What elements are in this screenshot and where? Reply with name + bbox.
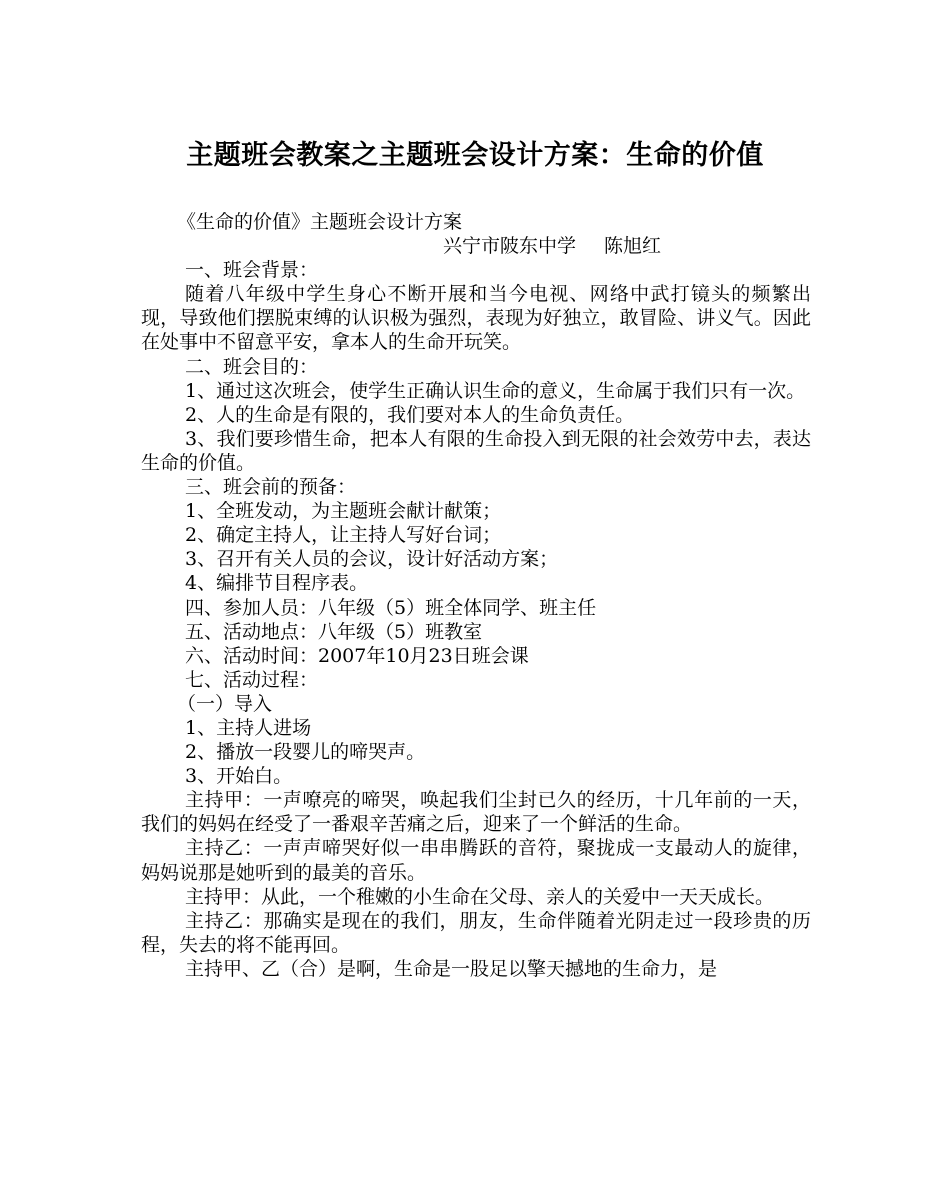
paragraph: 3、召开有关人员的会议，设计好活动方案； [185,548,559,571]
paragraph: 1、通过这次班会，使学生正确认识生命的意义，生命属于我们只有一次。 [185,379,806,402]
paragraph: 六、活动时间：2007年10月23日班会课 [185,644,529,667]
paragraph: 主持甲、乙（合）是啊，生命是一股足以擎天撼地的生命力，是 [185,957,718,980]
paragraph: 3、开始白。 [185,765,293,788]
paragraph: 七、活动过程： [185,668,319,691]
paragraph: 主持甲：一声嘹亮的啼哭，唤起我们尘封已久的经历，十几年前的一天，我们的妈妈在经受了一番艰辛苦痛之后，迎来了一个鲜活的生命。 [141,789,811,836]
paragraph: 1、主持人进场 [185,716,312,739]
paragraph: 3、我们要珍惜生命，把本人有限的生命投入到无限的社会效劳中去，表达生命的价值。 [141,427,811,474]
paragraph: 主持甲：从此，一个稚嫩的小生命在父母、亲人的关爱中一天天成长。 [185,885,775,908]
paragraph: 4、编排节目程序表。 [185,572,369,595]
byline [141,234,811,258]
subtitle: 《生命的价值》主题班会设计方案 [177,211,463,233]
paragraph: 主持乙：那确实是现在的我们，朋友，生命伴随着光阴走过一段珍贵的历程，失去的将不能再回。 [141,909,811,956]
paragraph: 四、参加人员：八年级（5）班全体同学、班主任 [185,596,597,619]
paragraph: 二、班会目的： [185,355,319,378]
paragraph: （一）导入 [177,692,273,715]
paragraph: 三、班会前的预备： [185,476,357,499]
paragraph: 一、班会背景： [185,259,319,282]
paragraph: 随着八年级中学生身心不断开展和当今电视、网络中武打镜头的频繁出现，导致他们摆脱束缚的认识极为强烈，表现为好独立，敢冒险、讲义气。因此在处事中不留意平安，拿本人的生命开玩笑。 [141,283,811,354]
paragraph: 主持乙：一声声啼哭好似一串串腾跃的音符，聚拢成一支最动人的旋律，妈妈说那是她听到的最美的音乐。 [141,837,811,884]
school-name: 兴宁市陂东中学 [442,235,576,258]
paragraph: 五、活动地点：八年级（5）班教室 [185,620,483,643]
paragraph: 2、人的生命是有限的，我们要对本人的生命负责任。 [185,403,635,426]
paragraph: 1、全班发动，为主题班会献计献策； [185,500,502,523]
document-title: 主题班会教案之主题班会设计方案：生命的价值 [186,140,764,171]
author-name: 陈旭红 [603,235,661,258]
document-body [141,210,811,981]
paragraph: 2、确定主持人，让主持人写好台词； [185,524,502,547]
paragraph: 2、播放一段婴儿的啼哭声。 [185,741,426,764]
